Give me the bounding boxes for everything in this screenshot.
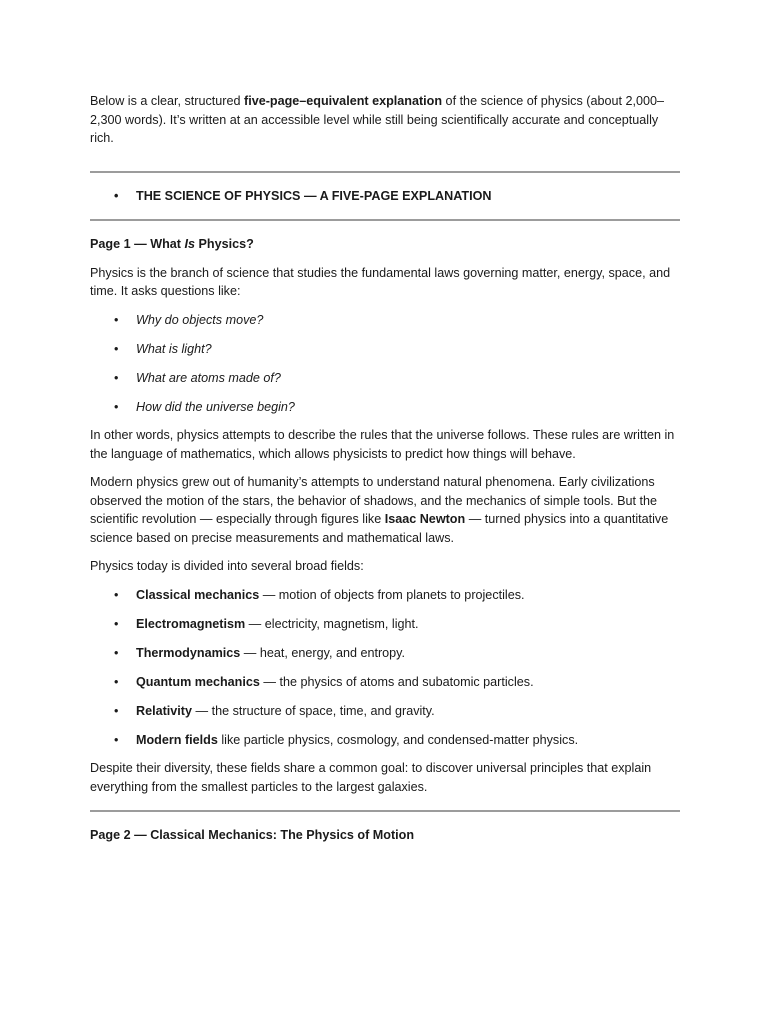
page1-para5: Despite their diversity, these fields share a common goal: to discover universal principles that explain everything from the smallest particles to the largest galaxies. [90,761,652,794]
horizontal-rule [90,810,680,812]
questions-list [90,311,680,417]
bullet-icon: • [114,312,119,327]
horizontal-rule [90,171,680,173]
document-page [90,92,680,845]
bullet-icon: • [114,399,119,414]
page1-heading: Page 1 — What Is Physics? [90,237,254,251]
bullet-icon: • [114,188,119,203]
bullet-icon: • [114,587,119,602]
list-item: • Why do objects move? [90,311,680,330]
horizontal-rule [90,219,680,221]
bullet-icon: • [114,645,119,660]
fields-list [90,586,680,750]
list-item: • What is light? [90,340,680,359]
intro-bold: five-page–equivalent explanation [244,94,443,108]
list-item: • Quantum mechanics — the physics of atoms and subatomic particles. [90,673,680,692]
page1-para4: Physics today is divided into several broad fields: [90,559,364,573]
list-item: • How did the universe begin? [90,398,680,417]
list-item: • What are atoms made of? [90,369,680,388]
intro-paragraph: Below is a clear, structured five-page–equivalent explanation of the science of physics (about 2,000–2,300 words). It’s written at an accessible level while still being scientifically accurate and conceptually rich. [90,94,664,145]
page1-para1: Physics is the branch of science that studies the fundamental laws governing matter, energy, space, and time. It asks questions like: [90,265,671,298]
title-list [90,187,680,206]
bullet-icon: • [114,732,119,747]
list-item: • Relativity — the structure of space, time, and gravity. [90,702,680,721]
bullet-icon: • [114,703,119,718]
list-item: • Modern fields like particle physics, cosmology, and condensed-matter physics. [90,731,680,750]
bullet-icon: • [114,341,119,356]
list-item: • Thermodynamics — heat, energy, and entropy. [90,644,680,663]
bullet-icon: • [114,370,119,385]
page1-para2: In other words, physics attempts to describe the rules that the universe follows. These rules are written in the language of mathematics, which allows physicists to predict how things will behave. [90,428,675,461]
bullet-icon: • [114,616,119,631]
list-item: • Electromagnetism — electricity, magnetism, light. [90,615,680,634]
list-item: • Classical mechanics — motion of objects from planets to projectiles. [90,586,680,605]
bullet-icon: • [114,674,119,689]
page1-para3: Modern physics grew out of humanity’s attempts to understand natural phenomena. Early civilizations observed the motion of the stars, the behavior of shadows, and the mechanics of simple tools. But the scientific revolution — especially through figures like Isaac Newton — turned physics into a quantitative science based on precise measurements and mathematical laws. [90,475,669,545]
main-title: • THE SCIENCE OF PHYSICS — A FIVE-PAGE EXPLANATION [90,187,680,206]
page2-heading: Page 2 — Classical Mechanics: The Physics of Motion [90,828,415,842]
